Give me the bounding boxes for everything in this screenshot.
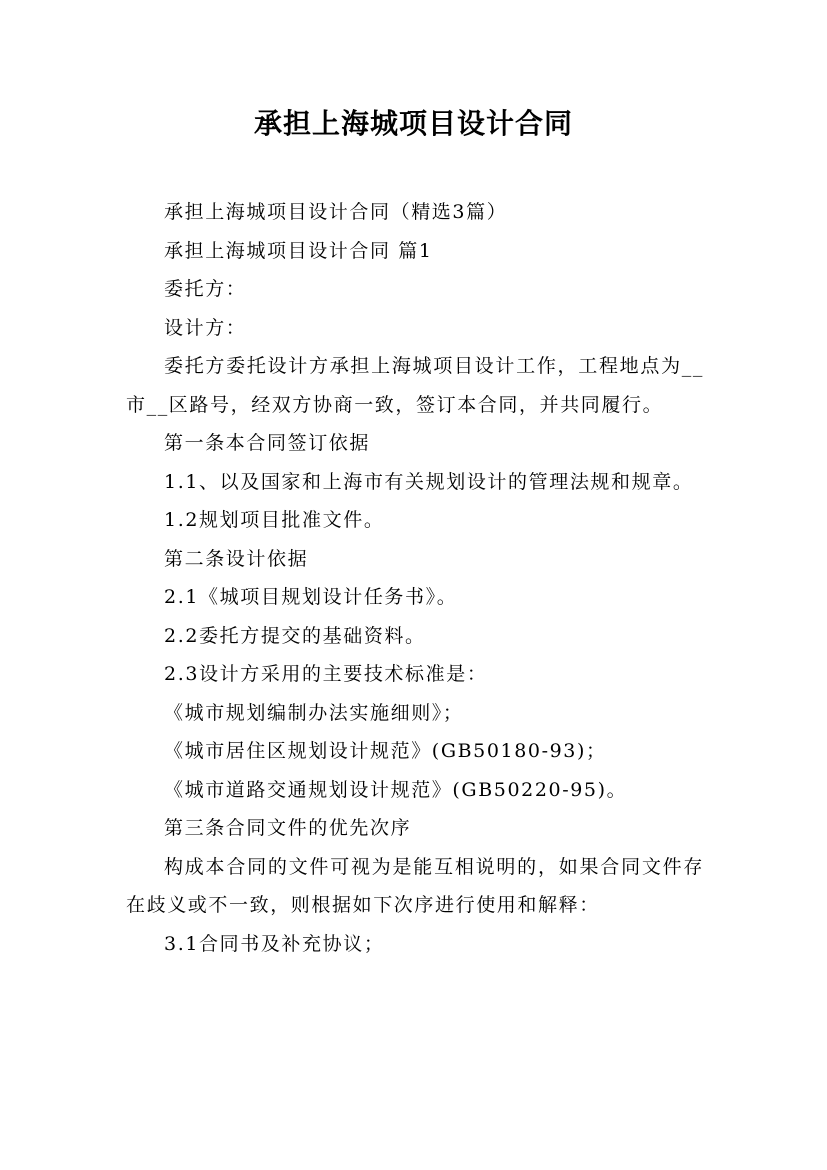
paragraph-13: 《城市规划编制办法实施细则》； [164, 701, 464, 724]
paragraph-14: 《城市居住区规划设计规范》(GB50180-93)； [164, 740, 607, 762]
paragraph-1: 承担上海城项目设计合同（精选3篇） [164, 201, 508, 223]
paragraph-7: 1.1、以及国家和上海市有关规划设计的管理法规和规章。 [164, 470, 694, 493]
paragraph-3: 委托方： [164, 278, 247, 300]
paragraph-8: 1.2规划项目批准文件。 [164, 509, 385, 531]
paragraph-9: 第二条设计依据 [164, 547, 309, 570]
paragraph-5: 委托方委托设计方承担上海城项目设计工作，工程地点为__市__区路号，经双方协商一致，签订本合同，并共同履行。 [126, 355, 704, 416]
document-title: 承担上海城项目设计合同 [253, 107, 573, 140]
paragraph-11: 2.2委托方提交的基础资料。 [164, 624, 426, 647]
paragraph-17: 构成本合同的文件可视为是能互相说明的，如果合同文件存在歧义或不一致，则根据如下次序进行使用和解释： [126, 855, 704, 916]
paragraph-2: 承担上海城项目设计合同 篇1 [164, 239, 433, 262]
document-body [126, 193, 704, 963]
paragraph-4: 设计方： [164, 316, 247, 339]
paragraph-16: 第三条合同文件的优先次序 [164, 817, 412, 839]
paragraph-15: 《城市道路交通规划设计规范》(GB50220-95)。 [164, 778, 628, 801]
paragraph-18: 3.1合同书及补充协议； [164, 932, 385, 955]
paragraph-6: 第一条本合同签订依据 [164, 432, 371, 454]
paragraph-12: 2.3设计方采用的主要技术标准是： [164, 663, 488, 685]
paragraph-10: 2.1《城项目规划设计任务书》。 [164, 586, 458, 608]
